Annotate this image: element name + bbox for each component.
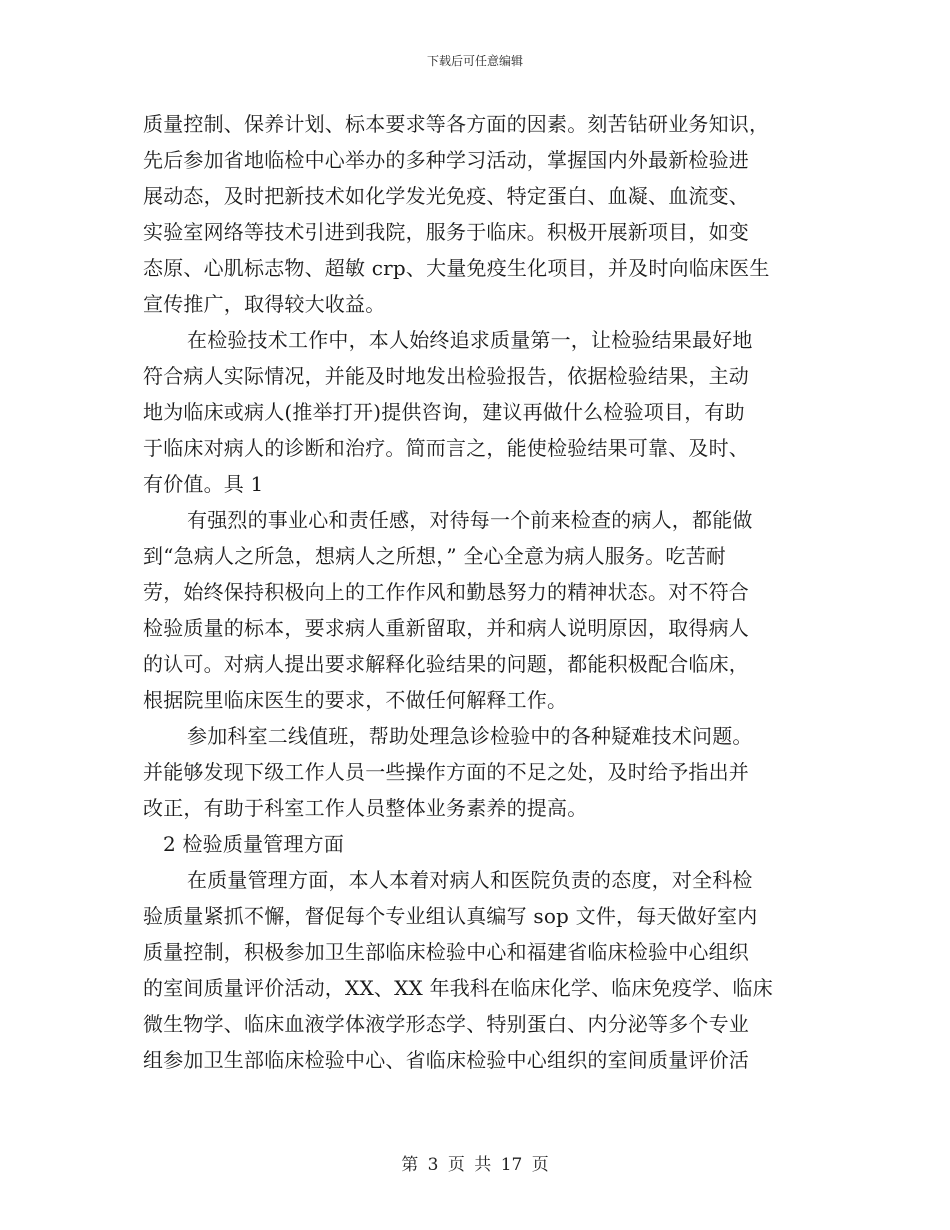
text-line: 地为临床或病人(推举打开)提供咨询，建议再做什么检验项目，有助 bbox=[143, 400, 745, 424]
text-line: 展动态，及时把新技术如化学发光免疫、特定蛋白、血凝、血流变、 bbox=[143, 184, 749, 208]
text-line: 检验质量的标本，要求病人重新留取，并和病人说明原因，取得病人 bbox=[143, 616, 749, 640]
text-line: 先后参加省地临检中心举办的多种学习活动，掌握国内外最新检验进 bbox=[143, 148, 749, 172]
text-line: 验质量紧抓不懈，督促每个专业组认真编写 sop 文件，每天做好室内 bbox=[143, 904, 758, 928]
section-heading: 2 检验质量管理方面 bbox=[163, 832, 345, 856]
text-line: 实验室网络等技术引进到我院，服务于临床。积极开展新项目，如变 bbox=[143, 220, 749, 244]
text-line: 质量控制，积极参加卫生部临床检验中心和福建省临床检验中心组织 bbox=[143, 940, 749, 964]
text-line: 改正，有助于科室工作人员整体业务素养的提高。 bbox=[143, 796, 588, 820]
text-line: 质量控制、保养计划、标本要求等各方面的因素。刻苦钻研业务知识， bbox=[143, 112, 770, 136]
text-line: 到“急病人之所急，想病人之所想，” 全心全意为病人服务。吃苦耐 bbox=[143, 544, 727, 568]
text-line: 并能够发现下级工作人员一些操作方面的不足之处，及时给予指出并 bbox=[143, 760, 749, 784]
document-body bbox=[143, 106, 811, 1078]
text-line: 有价值。具 1 bbox=[143, 472, 264, 496]
paragraph-first-line: 在检验技术工作中，本人始终追求质量第一，让检验结果最好地 bbox=[187, 328, 753, 352]
text-line: 根据院里临床医生的要求，不做任何解释工作。 bbox=[143, 688, 568, 712]
page-footer: 第 3 页 共 17 页 bbox=[401, 1155, 549, 1175]
text-line: 于临床对病人的诊断和治疗。简而言之，能使检验结果可靠、及时、 bbox=[143, 436, 749, 460]
text-line: 微生物学、临床血液学体液学形态学、特别蛋白、内分泌等多个专业 bbox=[143, 1012, 749, 1036]
text-line: 的室间质量评价活动，XX、XX 年我科在临床化学、临床免疫学、临床 bbox=[143, 976, 773, 1000]
text-line: 组参加卫生部临床检验中心、省临床检验中心组织的室间质量评价活 bbox=[143, 1048, 749, 1072]
text-line: 宣传推广，取得较大收益。 bbox=[143, 292, 386, 316]
text-line: 态原、心肌标志物、超敏 crp、大量免疫生化项目，并及时向临床医生 bbox=[143, 256, 770, 280]
paragraph-first-line: 参加科室二线值班，帮助处理急诊检验中的各种疑难技术问题。 bbox=[187, 724, 753, 748]
text-line: 的认可。对病人提出要求解释化验结果的问题，都能积极配合临床， bbox=[143, 652, 749, 676]
page-header: 下载后可任意编辑 bbox=[426, 54, 523, 68]
paragraph-first-line: 有强烈的事业心和责任感，对待每一个前来检查的病人，都能做 bbox=[187, 508, 753, 532]
paragraph-first-line: 在质量管理方面，本人本着对病人和医院负责的态度，对全科检 bbox=[187, 868, 753, 892]
text-line: 劳，始终保持积极向上的工作作风和勤恳努力的精神状态。对不符合 bbox=[143, 580, 749, 604]
text-line: 符合病人实际情况，并能及时地发出检验报告，依据检验结果，主动 bbox=[143, 364, 749, 388]
